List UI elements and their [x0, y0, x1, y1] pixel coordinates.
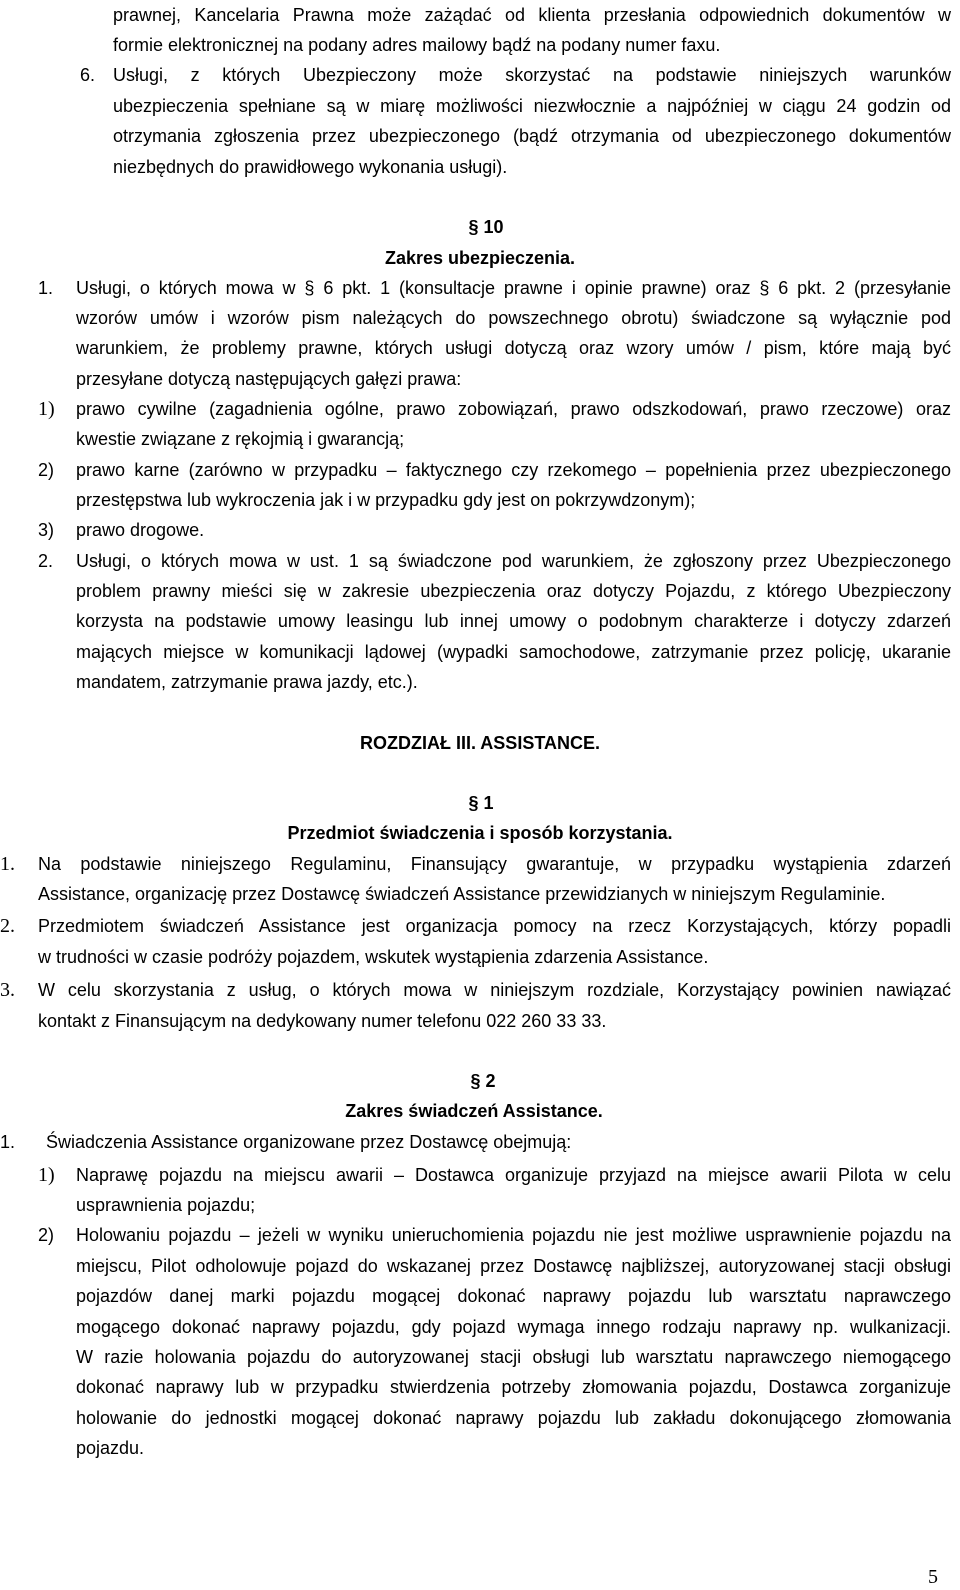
text-line: Na podstawie niniejszego Regulaminu, Finansujący gwarantuje, w przypadku wystąpienia zdarzeń [38, 854, 951, 874]
text-line: Przedmiotem świadczeń Assistance jest organizacja pomocy na rzecz Korzystających, którzy popadli [38, 916, 951, 936]
text-line: wzorów umów i wzorów pism należących do powszechnego obrotu) świadczone są wyłącznie pod [76, 308, 951, 328]
text-line: miejscu, Pilot odholowuje pojazd do wskazanej przez Dostawcę najbliższej, autoryzowanej stacji obsługi [76, 1256, 951, 1276]
text-line: warunkiem, że problemy prawne, których usługi dotyczą oraz wzory umów / pism, które mają być [76, 338, 951, 358]
text-line: mogącego dokonać naprawy pojazdu, gdy pojazd wymaga innego rodzaju naprawy np. wulkanizacji. [76, 1317, 951, 1337]
text-line: pojazdów danej marki pojazdu mogącej dokonać naprawy pojazdu lub warsztatu naprawczego [76, 1286, 951, 1306]
section-title: Przedmiot świadczenia i sposób korzystania. [287, 823, 673, 843]
list-number: 1. [38, 278, 54, 298]
page-number: 5 [928, 1566, 938, 1588]
section-number: § 10 [468, 217, 504, 237]
text-line: ubezpieczenia spełniane są w miarę możliwości niezwłocznie a najpóźniej w ciągu 24 godzin od [113, 96, 951, 116]
list-number: 6. [80, 65, 96, 85]
text-line: prawnej, Kancelaria Prawna może zażądać od klienta przesłania odpowiednich dokumentów w [113, 5, 951, 25]
text-line: Naprawę pojazdu na miejscu awarii – Dostawca organizuje przyjazd na miejsce awarii Pilota w celu [76, 1165, 951, 1185]
section-title: Zakres ubezpieczenia. [384, 248, 576, 268]
chapter-heading: ROZDZIAŁ III. ASSISTANCE. [359, 733, 600, 753]
text-line: pojazdu. [76, 1438, 145, 1458]
text-line: prawo drogowe. [76, 520, 205, 540]
text-line: kontakt z Finansującym na dedykowany numer telefonu 022 260 33 33. [38, 1011, 607, 1031]
section-number: § 1 [468, 793, 494, 813]
text-line: przesyłane dotyczą następujących gałęzi prawa: [76, 369, 462, 389]
text-line: mających miejsce w komunikacji lądowej (wypadki samochodowe, zatrzymanie przez policję, ukaranie [76, 642, 951, 662]
sublist-number: 2) [38, 1225, 55, 1245]
sublist-number: 1) [38, 1164, 55, 1186]
sublist-number: 2) [38, 460, 55, 480]
list-number: 1. [0, 1132, 16, 1152]
list-number: 1. [0, 853, 15, 875]
text-line: prawo karne (zarówno w przypadku – faktycznego czy rzekomego – popełnienia przez ubezpieczonego [76, 460, 951, 480]
sublist-number: 3) [38, 520, 55, 540]
section-number: § 2 [470, 1071, 496, 1091]
text-line: W celu skorzystania z usług, o których mowa w niniejszym rozdziale, Korzystający powinien nawiązać [38, 980, 951, 1000]
text-line: Usługi, o których mowa w § 6 pkt. 1 (konsultacje prawne i opinie prawne) oraz § 6 pkt. 2 (przesyłanie [76, 278, 951, 298]
text-line: Holowaniu pojazdu – jeżeli w wyniku unieruchomienia pojazdu nie jest możliwe usprawnienie pojazdu na [76, 1225, 951, 1245]
list-number: 2. [38, 551, 54, 571]
text-line: Usługi, z których Ubezpieczony może skorzystać na podstawie niniejszych warunków [113, 65, 951, 85]
section-title: Zakres świadczeń Assistance. [345, 1101, 603, 1121]
list-number: 2. [0, 915, 15, 937]
text-line: otrzymania zgłoszenia przez ubezpieczonego (bądź otrzymania od ubezpieczonego dokumentów [113, 126, 951, 146]
text-line: przestępstwa lub wykroczenia jak i w przypadku gdy jest on pokrzywdzonym); [76, 490, 696, 510]
text-line: mandatem, zatrzymanie prawa jazdy, etc.). [76, 672, 418, 692]
sublist-number: 1) [38, 398, 55, 420]
text-line: niezbędnych do prawidłowego wykonania usługi). [113, 157, 508, 177]
text-line: usprawnienia pojazdu; [76, 1195, 256, 1215]
text-line: problem prawny mieści się w zakresie ubezpieczenia oraz dotyczy Pojazdu, z którego Ubezpieczony [76, 581, 951, 601]
text-line: W razie holowania pojazdu do autoryzowanej stacji obsługi lub warsztatu naprawczego niemogącego [76, 1347, 951, 1367]
text-line: w trudności w czasie podróży pojazdem, wskutek wystąpienia zdarzenia Assistance. [38, 947, 709, 967]
text-line: holowanie do jednostki mogącej dokonać naprawy pojazdu lub zakładu dokonującego złomowania [76, 1408, 951, 1428]
text-line: Assistance, organizację przez Dostawcę świadczeń Assistance przewidzianych w niniejszym Regulaminie. [38, 884, 886, 904]
text-line: Usługi, o których mowa w ust. 1 są świadczone pod warunkiem, że zgłoszony przez Ubezpieczonego [76, 551, 951, 571]
text-line: Świadczenia Assistance organizowane przez Dostawcę obejmują: [46, 1132, 572, 1152]
text-line: prawo cywilne (zagadnienia ogólne, prawo zobowiązań, prawo odszkodowań, prawo rzeczowe) oraz [76, 399, 951, 419]
text-line: korzysta na podstawie umowy leasingu lub innej umowy o podobnym charakterze i dotyczy zdarzeń [76, 611, 951, 631]
text-line: formie elektronicznej na podany adres mailowy bądź na podany numer faxu. [113, 35, 721, 55]
list-number: 3. [0, 979, 15, 1001]
text-line: dokonać naprawy lub w przypadku stwierdzenia potrzeby złomowania pojazdu, Dostawca zorganizuje [76, 1377, 951, 1397]
text-line: kwestie związane z rękojmią i gwarancją; [76, 429, 405, 449]
